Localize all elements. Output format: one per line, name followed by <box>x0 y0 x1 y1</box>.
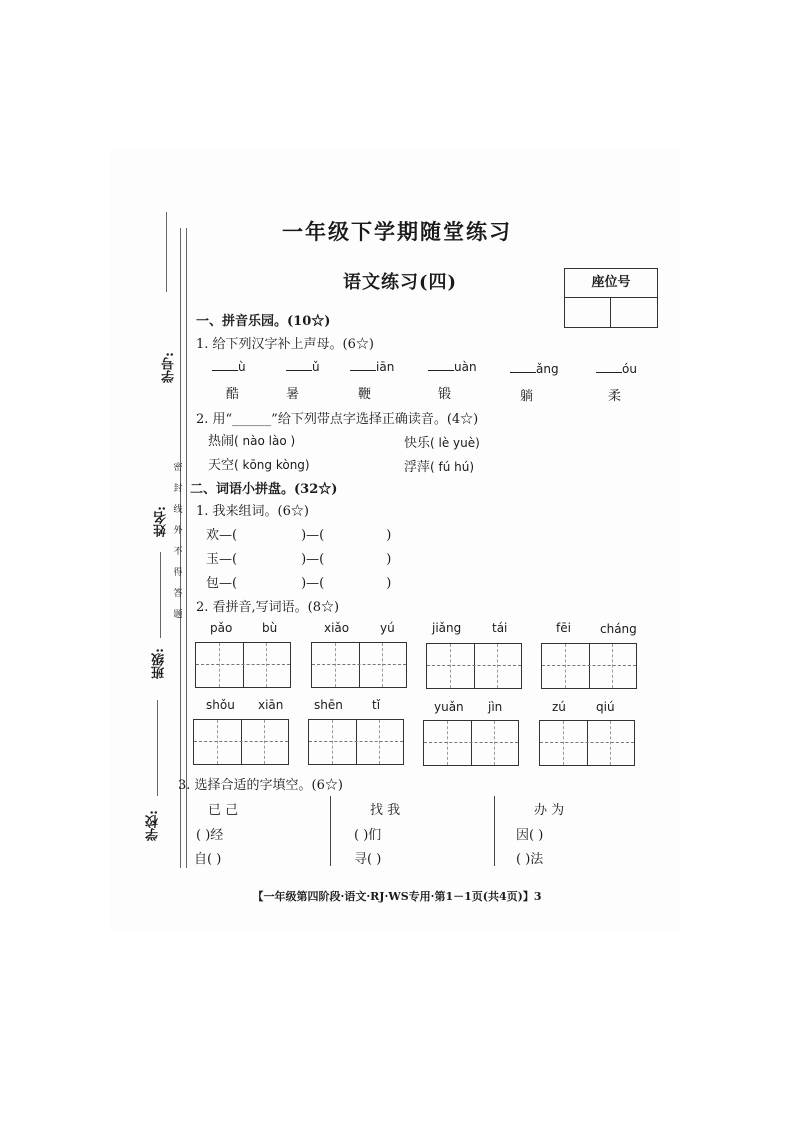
binding-line-inner <box>186 228 187 868</box>
char-pair: 找 我 <box>370 803 401 818</box>
seal-char: 外 <box>173 526 183 536</box>
char-pair: 已 己 <box>208 803 239 818</box>
word-build-prompt: 1. 我来组词。(6☆) <box>196 504 309 519</box>
fill-blank[interactable]: 寻( ) <box>354 852 382 867</box>
pinyin-label: cháng <box>600 622 637 636</box>
writing-grid[interactable] <box>539 720 635 766</box>
initial-blank-1[interactable]: ù <box>212 360 246 374</box>
pinyin-label: bù <box>262 621 278 635</box>
section1-heading: 一、拼音乐园。(10☆) <box>196 314 331 329</box>
initial-blank-6[interactable]: óu <box>596 362 637 376</box>
initial-blank-3[interactable]: iān <box>350 360 394 374</box>
seat-divider <box>610 297 611 327</box>
writing-grid[interactable] <box>308 719 404 765</box>
fill-blank[interactable]: 自( ) <box>194 852 222 867</box>
pinyin-label: zú <box>552 700 566 714</box>
fill-char-prompt: 3. 选择合适的字填空。(6☆) <box>178 778 343 793</box>
student-number-label: 学号: <box>162 352 177 383</box>
pinyin-label: shǒu <box>206 698 235 712</box>
margin-line-mid <box>160 552 161 638</box>
seal-char: 题 <box>173 610 183 620</box>
writing-grid[interactable] <box>423 720 519 766</box>
writing-grid[interactable] <box>195 642 291 688</box>
name-label: 姓名: <box>154 506 169 537</box>
q2-prompt: 2. 用“______”给下列带点字选择正确读音。(4☆) <box>196 412 479 427</box>
word-build-row[interactable]: 包—( )—( ) <box>206 576 392 591</box>
pinyin-label: tǐ <box>372 698 381 712</box>
char-5: 躺 <box>520 389 534 404</box>
char-3: 鞭 <box>358 387 372 402</box>
margin-line-low <box>157 700 158 796</box>
pinyin-label: yuǎn <box>434 700 464 714</box>
word-build-row[interactable]: 玉—( )—( ) <box>206 552 392 567</box>
school-label: 学校: <box>146 810 161 841</box>
pinyin-label: qiú <box>596 700 615 714</box>
pinyin-label: tái <box>492 621 508 635</box>
page-subtitle: 语文练习(四) <box>342 272 458 293</box>
column-divider <box>494 796 495 866</box>
pinyin-label: yú <box>380 621 395 635</box>
seal-char: 得 <box>173 568 183 578</box>
writing-grid[interactable] <box>193 719 289 765</box>
section2-heading: 二、词语小拼盘。(32☆) <box>190 482 338 497</box>
initial-blank-5[interactable]: ǎng <box>510 362 559 376</box>
pinyin-words-prompt: 2. 看拼音,写词语。(8☆) <box>196 600 340 615</box>
reading-choice-1[interactable]: 热闹( nào lào ) <box>208 434 296 449</box>
fill-blank[interactable]: ( )法 <box>516 852 544 867</box>
q1-prompt: 1. 给下列汉字补上声母。(6☆) <box>196 337 374 352</box>
class-label: 班级: <box>152 648 167 679</box>
fill-blank[interactable]: ( )经 <box>196 828 224 843</box>
seal-char: 不 <box>173 547 183 557</box>
pinyin-label: xiān <box>258 698 284 712</box>
reading-choice-3[interactable]: 天空( kōng kòng) <box>208 458 310 473</box>
reading-choice-4[interactable]: 浮萍( fú hú) <box>404 460 475 475</box>
reading-choice-2[interactable]: 快乐( lè yuè) <box>404 436 480 451</box>
pinyin-label: pǎo <box>210 621 233 635</box>
initial-blank-4[interactable]: uàn <box>428 360 477 374</box>
char-4: 锻 <box>438 387 452 402</box>
pinyin-label: xiǎo <box>324 621 350 635</box>
fill-blank[interactable]: ( )们 <box>354 828 382 843</box>
seat-number-label: 座位号 <box>565 269 657 298</box>
pinyin-label: fēi <box>556 621 571 635</box>
writing-grid[interactable] <box>541 643 637 689</box>
page-title: 一年级下学期随堂练习 <box>282 219 512 244</box>
word-build-row[interactable]: 欢—( )—( ) <box>206 528 392 543</box>
pinyin-label: shēn <box>314 698 343 712</box>
seal-char: 答 <box>173 589 183 599</box>
fill-blank[interactable]: 因( ) <box>516 828 544 843</box>
page-footer: 【一年级第四阶段·语文·RJ·WS专用·第1－1页(共4页)】3 <box>252 890 542 903</box>
column-divider <box>330 796 331 866</box>
seal-warning <box>172 458 184 626</box>
seal-char: 封 <box>173 484 183 494</box>
margin-line-upper <box>166 212 167 292</box>
char-6: 柔 <box>608 389 622 404</box>
writing-grid[interactable] <box>311 642 407 688</box>
char-2: 暑 <box>286 387 300 402</box>
initial-blank-2[interactable]: ǔ <box>286 360 320 374</box>
pinyin-label: jiǎng <box>432 621 462 635</box>
writing-grid[interactable] <box>426 643 522 689</box>
seat-number-box <box>564 268 658 328</box>
pinyin-label: jìn <box>488 700 503 714</box>
seal-char: 线 <box>173 505 183 515</box>
char-pair: 办 为 <box>534 803 565 818</box>
char-1: 酷 <box>226 387 240 402</box>
seal-char: 密 <box>173 463 183 473</box>
